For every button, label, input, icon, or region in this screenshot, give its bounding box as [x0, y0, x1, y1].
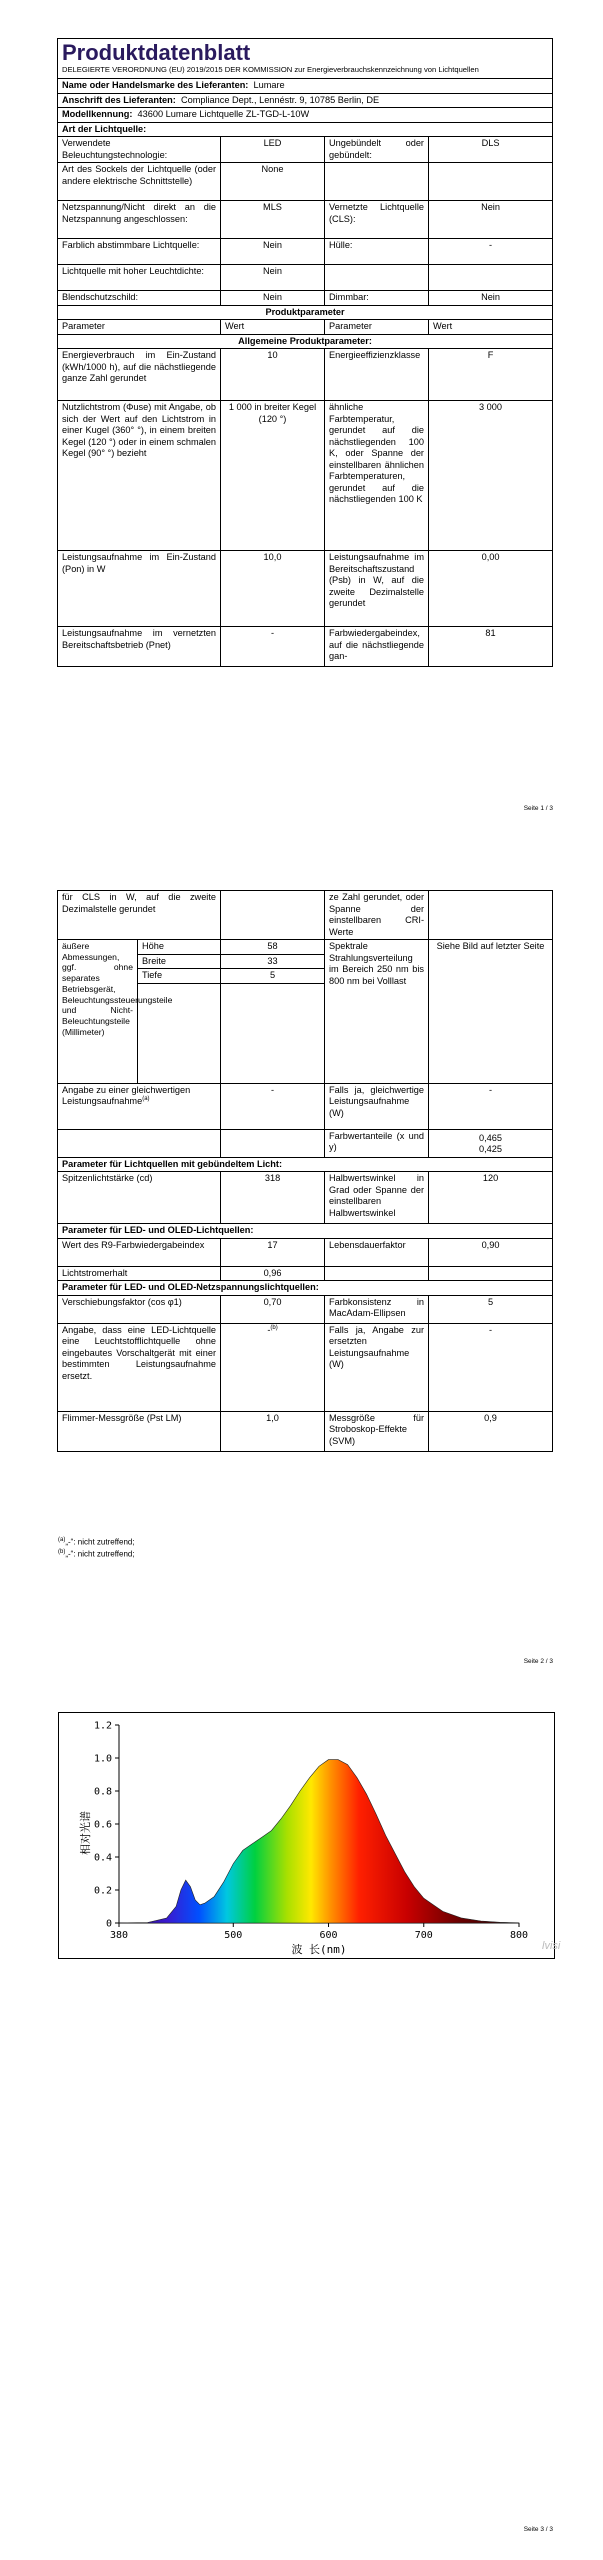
table-row: [58, 401, 553, 551]
cell: -: [429, 239, 553, 265]
cell: F: [429, 349, 553, 401]
cell: [429, 1266, 553, 1281]
table-row: [58, 349, 553, 401]
cell: Energieeffizienzklasse: [325, 349, 429, 401]
cell: DLS: [429, 137, 553, 163]
cell: [325, 163, 429, 201]
spectrum-area: [119, 1760, 519, 1923]
table-row: [58, 627, 553, 667]
page-2: [0, 850, 603, 1700]
consistency-value: 5: [429, 1295, 553, 1323]
col-header: Parameter: [58, 320, 221, 335]
svm-value: 0,9: [429, 1411, 553, 1451]
cell: Lichtquelle mit hoher Leuchtdichte:: [58, 265, 221, 291]
cell: Leistungsaufnahme im Bereitschaftszustand (Psb) in W, auf die zweite Dezimalstelle gerundet: [325, 551, 429, 627]
address-value: Compliance Dept., Lennéstr. 9, 10785 Berlin, DE: [180, 94, 380, 105]
general-heading: Allgemeine Produktparameter:: [58, 334, 553, 349]
cell: [221, 1129, 325, 1157]
y-tick-label: 1.2: [93, 1720, 112, 1732]
x-tick-label: 700: [414, 1930, 433, 1941]
x-tick-label: 500: [224, 1930, 243, 1941]
params-heading: Produktparameter: [58, 305, 553, 320]
cell: [221, 983, 325, 1083]
cell: Energieverbrauch im Ein-Zustand (kWh/1000 h), auf die nächstliegende ganze Zahl gerundet: [58, 349, 221, 401]
cell: [429, 891, 553, 940]
dim-value: 5: [221, 969, 325, 984]
cell: Verwendete Beleuchtungstechnologie:: [58, 137, 221, 163]
cell: MLS: [221, 201, 325, 239]
footnote-text: „-“: nicht zutreffend;: [65, 1537, 135, 1547]
maint-label: Lichtstromerhalt: [58, 1266, 221, 1281]
equiv-label: Angabe zu einer gleichwertigen Leistungsaufnahme: [62, 1084, 191, 1107]
dim-name: Breite: [138, 954, 221, 969]
y-axis-label: 相对光谱: [79, 1811, 92, 1855]
bundled-heading: Parameter für Lichtquellen mit gebündeltem Licht:: [58, 1157, 553, 1172]
color-x: 0,465: [479, 1132, 503, 1143]
page-title: Produktdatenblatt: [62, 40, 251, 65]
cell: Farblich abstimmbare Lichtquelle:: [58, 239, 221, 265]
page-1: [0, 0, 603, 850]
replace-right-value: -: [429, 1323, 553, 1411]
model-label: Modellkennung:: [62, 109, 133, 120]
table-row: [58, 551, 553, 627]
replace-value: -: [267, 1324, 271, 1335]
cell: Nein: [221, 291, 325, 306]
cell: 0,00: [429, 551, 553, 627]
equiv-value: -: [221, 1083, 325, 1129]
table-row: [58, 239, 553, 265]
type-heading: Art der Lichtquelle:: [58, 122, 553, 137]
peak-label: Spitzenlichtstärke (cd): [58, 1172, 221, 1224]
regulation-text: DELEGIERTE VERORDNUNG (EU) 2019/2015 DER KOMMISSION zur Energieverbrauchskennzeichnung von Lichtquellen: [62, 65, 479, 75]
cell: 1 000 in breiter Kegel (120 °): [221, 401, 325, 551]
life-label: Lebensdauerfaktor: [325, 1238, 429, 1266]
cell: Leistungsaufnahme im Ein-Zustand (Pon) in W: [58, 551, 221, 627]
replace-right-label: Falls ja, Angabe zur ersetzten Leistungsaufnahme (W): [325, 1323, 429, 1411]
footnote-mark: (a): [58, 1537, 66, 1543]
cell: Ungebündelt oder gebündelt:: [325, 137, 429, 163]
cell: -: [221, 627, 325, 667]
equiv-right-value: -: [429, 1083, 553, 1129]
peak-value: 318: [221, 1172, 325, 1224]
r9-value: 17: [221, 1238, 325, 1266]
dim-name: Höhe: [138, 940, 221, 955]
cell: 10: [221, 349, 325, 401]
half-angle-value: 120: [429, 1172, 553, 1224]
cell: ähnliche Farbtemperatur, gerundet auf die nächstliegenden 100 K, oder Spanne der einstellbaren ähnlichen Farbtemperaturen, gerundet auf die nächstliegenden 100 K: [325, 401, 429, 551]
dim-name: Tiefe: [138, 969, 221, 984]
x-tick-label: 800: [509, 1930, 529, 1941]
cell: [325, 1266, 429, 1281]
cell: Nutzlichtstrom (Φuse) mit Angabe, ob sich der Wert auf den Lichtstrom in einer Kugel (360° °), in einem breiten Kegel (120 °) oder in einem schmalen Kegel (90° °) bezieht: [58, 401, 221, 551]
shift-label: Verschiebungsfaktor (cos φ1): [58, 1295, 221, 1323]
footnote-b: [58, 1548, 135, 1560]
footnote-ref: (b): [270, 1324, 278, 1331]
cell: Nein: [429, 291, 553, 306]
table-row: [58, 137, 553, 163]
equiv-right-label: Falls ja, gleichwertige Leistungsaufnahme (W): [325, 1083, 429, 1129]
page-number: Seite 1 / 3: [523, 805, 553, 812]
maint-value: 0,96: [221, 1266, 325, 1281]
column-header-row: [58, 320, 553, 335]
x-tick-label: 600: [319, 1930, 338, 1941]
page-number: Seite 2 / 3: [523, 1658, 553, 1665]
cell: LED: [221, 137, 325, 163]
cell: Farbwiedergabeindex, auf die nächstliegende gan-: [325, 627, 429, 667]
table-row: [58, 291, 553, 306]
footnotes: [58, 1536, 135, 1560]
cell: [325, 265, 429, 291]
life-value: 0,90: [429, 1238, 553, 1266]
datasheet-table-page1: [57, 38, 553, 667]
cell: 81: [429, 627, 553, 667]
col-header: Wert: [221, 320, 325, 335]
watermark: lvisi: [542, 1940, 561, 1952]
cont-right: ze Zahl gerundet, oder Spanne der einstellbaren CRI-Werte: [325, 891, 429, 940]
flicker-label: Flimmer-Messgröße (Pst LM): [58, 1411, 221, 1451]
consistency-label: Farbkonsistenz in MacAdam-Ellipsen: [325, 1295, 429, 1323]
y-tick-label: 1.0: [93, 1753, 112, 1765]
dim-value: 58: [221, 940, 325, 955]
y-tick-label: 0.6: [93, 1819, 112, 1831]
model-value: 43600 Lumare Lichtquelle ZL-TGD-L-10W: [137, 109, 310, 120]
replace-label: Angabe, dass eine LED-Lichtquelle eine Leuchtstofflichtquelle ohne eingebautes Vorschaltgerät mit einer bestimmten Leistungsaufnahme ersetzt.: [58, 1323, 221, 1411]
cell: 3 000: [429, 401, 553, 551]
footnote-a: [58, 1536, 135, 1548]
col-header: Parameter: [325, 320, 429, 335]
cell: Art des Sockels der Lichtquelle (oder andere elektrische Schnittstelle): [58, 163, 221, 201]
r9-label: Wert des R9-Farbwiedergabeindex: [58, 1238, 221, 1266]
table-row: [58, 163, 553, 201]
cell: [58, 1129, 221, 1157]
mains-heading: Parameter für LED- und OLED-Netzspannungslichtquellen:: [58, 1281, 553, 1296]
footnote-mark: (b): [58, 1548, 66, 1555]
page-3: [0, 1700, 603, 2560]
col-header: Wert: [429, 320, 553, 335]
color-label: Farbwertanteile (x und y): [325, 1129, 429, 1157]
spectrum-svg: [59, 1713, 554, 1958]
y-tick-label: 0.8: [93, 1786, 112, 1798]
led-heading: Parameter für LED- und OLED-Lichtquellen:: [58, 1224, 553, 1239]
footnote-text: „-“: nicht zutreffend;: [65, 1549, 135, 1559]
flicker-value: 1,0: [221, 1411, 325, 1451]
cell: Hülle:: [325, 239, 429, 265]
spectral-label: Spektrale Strahlungsverteilung im Bereich 250 nm bis 800 nm bei Volllast: [325, 940, 429, 1084]
y-tick-label: 0.4: [93, 1852, 112, 1864]
spectrum-chart: [58, 1712, 555, 1959]
half-angle-label: Halbwertswinkel in Grad oder Spanne der einstellbaren Halbwertswinkel: [325, 1172, 429, 1224]
cell: Dimmbar:: [325, 291, 429, 306]
cell: 10,0: [221, 551, 325, 627]
cell: Blendschutzschild:: [58, 291, 221, 306]
color-y: 0,425: [479, 1144, 503, 1154]
address-label: Anschrift des Lieferanten:: [62, 94, 176, 105]
supplier-value: Lumare: [253, 80, 285, 91]
supplier-label: Name oder Handelsmarke des Lieferanten:: [62, 80, 249, 91]
footnote-ref: (a): [142, 1096, 150, 1102]
x-tick-label: 380: [109, 1930, 129, 1941]
dimensions-label: äußere Abmessungen, ggf. ohne separates Betriebsgerät, Beleuchtungssteuerungsteile und Nicht-Beleuchtungsteile (Millimeter): [58, 940, 138, 1084]
cell: Leistungsaufnahme im vernetzten Bereitschaftsbetrieb (Pnet): [58, 627, 221, 667]
cont-left: für CLS in W, auf die zweite Dezimalstelle gerundet: [58, 891, 221, 940]
y-tick-label: 0.2: [93, 1885, 112, 1897]
y-tick-label: 0: [105, 1918, 112, 1930]
cell: Netzspannung/Nicht direkt an die Netzspannung angeschlossen:: [58, 201, 221, 239]
cell: [429, 265, 553, 291]
page-number: Seite 3 / 3: [523, 2526, 553, 2533]
svm-label: Messgröße für Stroboskop-Effekte (SVM): [325, 1411, 429, 1451]
table-row: [58, 201, 553, 239]
cell: None: [221, 163, 325, 201]
table-row: [58, 265, 553, 291]
x-axis-label: 波 长(nm): [291, 1943, 347, 1956]
cell: Nein: [221, 265, 325, 291]
cell: Nein: [429, 201, 553, 239]
cell: Nein: [221, 239, 325, 265]
dim-value: 33: [221, 954, 325, 969]
spectral-value: Siehe Bild auf letzter Seite: [429, 940, 553, 1084]
shift-value: 0,70: [221, 1295, 325, 1323]
datasheet-table-page2: [57, 890, 553, 1452]
cell: [221, 891, 325, 940]
cell: [429, 163, 553, 201]
cell: Vernetzte Lichtquelle (CLS):: [325, 201, 429, 239]
